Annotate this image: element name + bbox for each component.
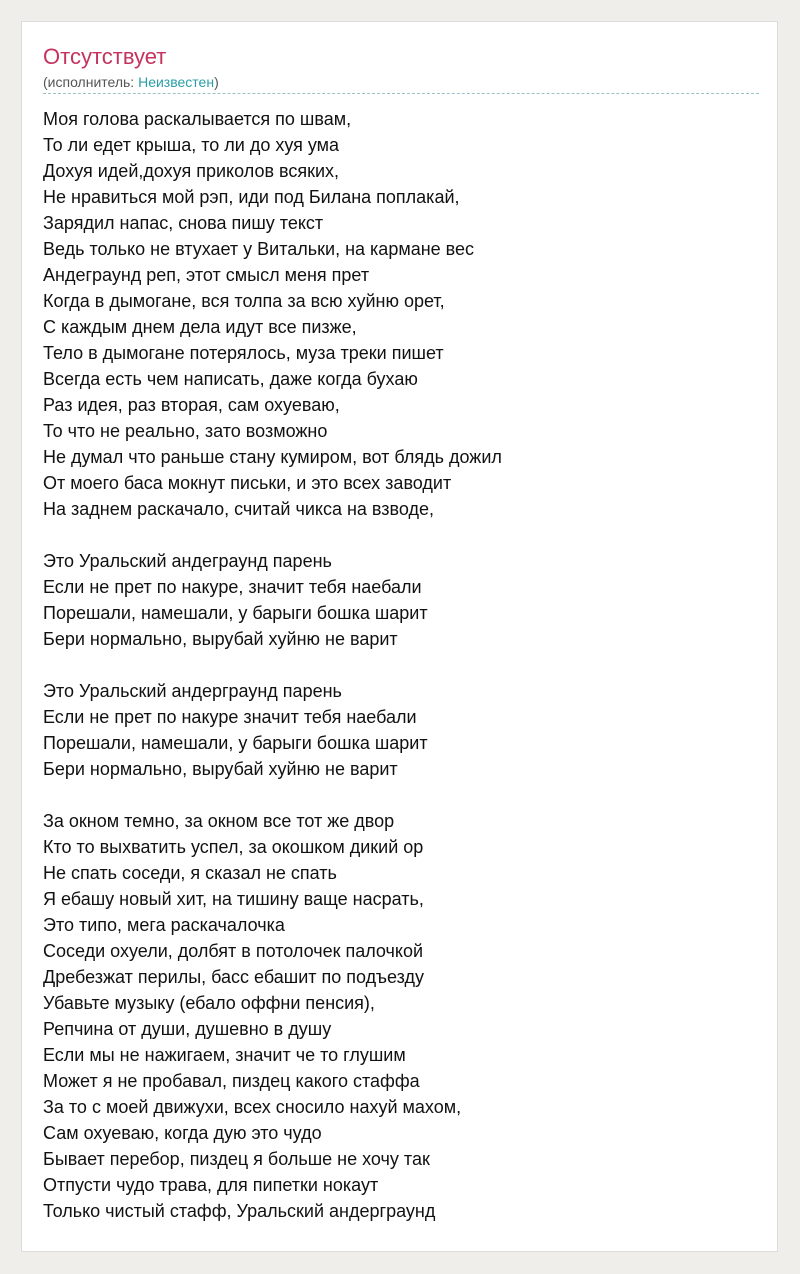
artist-line <box>43 73 219 91</box>
lyrics-line: То ли едет крыша, то ли до хуя ума <box>43 135 340 155</box>
lyrics-line: Порешали, намешали, у барыги бошка шарит <box>43 603 428 623</box>
lyrics-line: Не думал что раньше стану кумиром, вот блядь дожил <box>43 447 502 467</box>
lyrics-line: Не спать соседи, я сказал не спать <box>43 863 337 883</box>
lyrics-line: Не нравиться мой рэп, иди под Билана поплакай, <box>43 187 460 207</box>
song-title: Отсутствует <box>43 44 167 69</box>
lyrics-line: Дребезжат перилы, басс ебашит по подъезду <box>43 967 424 987</box>
lyrics-line: Бери нормально, вырубай хуйню не варит <box>43 759 398 779</box>
lyrics-line: Может я не пробавал, пиздец какого стаффа <box>43 1071 420 1091</box>
artist-link[interactable]: Неизвестен <box>138 74 215 90</box>
lyrics-line: Андеграунд реп, этот смысл меня прет <box>43 265 370 285</box>
lyrics-line: Если не прет по накуре, значит тебя наебали <box>43 577 422 597</box>
lyrics-line: Всегда есть чем написать, даже когда бухаю <box>43 369 418 389</box>
lyrics-line: Соседи охуели, долбят в потолочек палочкой <box>43 941 424 961</box>
lyrics-line: Если мы не нажигаем, значит че то глушим <box>43 1045 406 1065</box>
lyrics-line: Когда в дымогане, вся толпа за всю хуйню орет, <box>43 291 445 311</box>
lyrics-line: Ведь только не втухает у Витальки, на кармане вес <box>43 239 475 259</box>
lyrics-line: Тело в дымогане потерялось, муза треки пишет <box>43 343 444 363</box>
lyrics-line: Моя голова раскалывается по швам, <box>43 109 352 129</box>
lyrics-line: Убавьте музыку (ебало оффни пенсия), <box>43 993 375 1013</box>
lyrics-line: На заднем раскачало, считай чикса на взводе, <box>43 499 435 519</box>
lyrics-line: С каждым днем дела идут все пизже, <box>43 317 357 337</box>
lyrics-line: За то с моей движухи, всех сносило нахуй махом, <box>43 1097 462 1117</box>
lyrics-line: Если не прет по накуре значит тебя наебали <box>43 707 417 727</box>
lyrics-card <box>21 21 778 1252</box>
lyrics-line: Это Уральский андерграунд парень <box>43 681 342 701</box>
title-divider <box>43 93 759 94</box>
lyrics-line: Дохуя идей,дохуя приколов всяких, <box>43 161 340 181</box>
lyrics-line: Бывает перебор, пиздец я больше не хочу так <box>43 1149 430 1169</box>
lyrics-line: Я ебашу новый хит, на тишину ваще насрать, <box>43 889 424 909</box>
lyrics-line: Кто то выхватить успел, за окошком дикий ор <box>43 837 424 857</box>
lyrics-line: Сам охуеваю, когда дую это чудо <box>43 1123 322 1143</box>
lyrics-body <box>43 106 759 1224</box>
lyrics-stanza <box>43 106 759 522</box>
lyrics-line: Это Уральский андеграунд парень <box>43 551 332 571</box>
lyrics-line: Только чистый стафф, Уральский андерграунд <box>43 1201 436 1221</box>
lyrics-line: Раз идея, раз вторая, сам охуеваю, <box>43 395 340 415</box>
lyrics-line: Репчина от души, душевно в душу <box>43 1019 332 1039</box>
artist-prefix: (исполнитель: <box>43 74 139 90</box>
lyrics-line: За окном темно, за окном все тот же двор <box>43 811 395 831</box>
lyrics-line: Зарядил напас, снова пишу текст <box>43 213 324 233</box>
lyrics-line: Это типо, мега раскачалочка <box>43 915 285 935</box>
lyrics-stanza <box>43 548 759 652</box>
lyrics-line: То что не реально, зато возможно <box>43 421 328 441</box>
artist-suffix: ) <box>214 74 219 90</box>
lyrics-stanza <box>43 678 759 782</box>
lyrics-line: От моего баса мокнут письки, и это всех заводит <box>43 473 452 493</box>
lyrics-stanza <box>43 808 759 1224</box>
lyrics-line: Порешали, намешали, у барыги бошка шарит <box>43 733 428 753</box>
lyrics-line: Бери нормально, вырубай хуйню не варит <box>43 629 398 649</box>
lyrics-line: Отпусти чудо трава, для пипетки нокаут <box>43 1175 379 1195</box>
